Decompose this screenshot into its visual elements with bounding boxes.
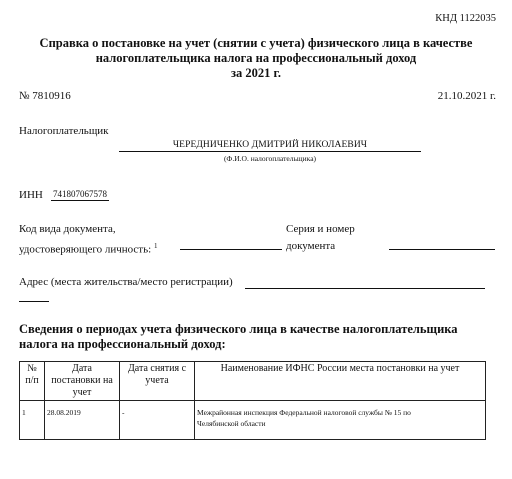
periods-title [19,322,458,352]
doc-code-underline [180,249,282,250]
doc-code-label-line-1: Код вида документа, [19,223,116,235]
title-line-3: за 2021 г. [231,66,281,80]
address-label: Адрес (места жительства/место регистрации) [19,276,233,288]
col-header-reg-date-line-3: учет [72,387,92,398]
certificate-date: 21.10.2021 г. [437,90,496,102]
col-header-reg-date-line-2: постановки на [51,375,113,386]
col-header-number [20,362,45,401]
taxpayer-fio-block [119,140,421,163]
cell-unreg-date: - [120,401,195,440]
doc-code-label [19,221,157,259]
periods-header-row [20,362,486,401]
doc-series-label-line-2: документа [286,240,336,252]
doc-code-label-text: удостоверяющего личность: [19,243,152,256]
doc-series-label [286,221,355,255]
col-header-reg-date-line-1: Дата [72,363,92,374]
cell-reg-date: 28.08.2019 [45,401,120,440]
title-line-1: Справка о постановке на учет (снятии с учета) физического лица в качестве [39,36,473,50]
doc-series-label-line-1: Серия и номер [286,223,355,235]
inn-label: ИНН [19,189,43,201]
col-header-ifns [195,362,486,401]
periods-title-line-2: налога на профессиональный доход: [19,337,226,351]
col-header-number-line-1: № [27,363,37,374]
knd-code: КНД 1122035 [435,13,496,24]
col-header-reg-date [45,362,120,401]
cell-ifns-line-2: Челябинской области [197,419,266,428]
document-title [0,36,512,81]
certificate-number: № 7810916 [19,90,71,102]
address-underline [245,288,485,289]
taxpayer-fio: ЧЕРЕДНИЧЕНКО ДМИТРИЙ НИКОЛАЕВИЧ [119,140,421,152]
inn-value: 741807067578 [53,189,107,199]
col-header-unreg-date [120,362,195,401]
cell-number: 1 [20,401,45,440]
periods-title-line-1: Сведения о периодах учета физического лица в качестве налогоплательщика [19,322,458,336]
col-header-ifns-line-1: Наименование ИФНС России места постановки на учет [220,363,460,374]
doc-code-footnote: 1 [153,242,158,250]
title-line-2: налогоплательщика налога на профессиональный доход [95,51,417,65]
col-header-unreg-date-line-1: Дата снятия с [127,363,187,374]
cell-ifns-line-1: Межрайонная инспекция Федеральной налоговой службы № 15 по [197,408,411,417]
table-row [20,401,486,440]
periods-table [19,361,486,440]
address-underline-2 [19,301,49,302]
cell-ifns [195,401,486,440]
col-header-number-line-2: п/п [25,375,39,386]
doc-code-label-line-2 [19,238,157,259]
col-header-unreg-date-line-2: учета [145,375,169,386]
taxpayer-label: Налогоплательщик [19,125,109,137]
doc-series-underline [389,249,495,250]
taxpayer-fio-caption: (Ф.И.О. налогоплательщика) [223,154,317,163]
